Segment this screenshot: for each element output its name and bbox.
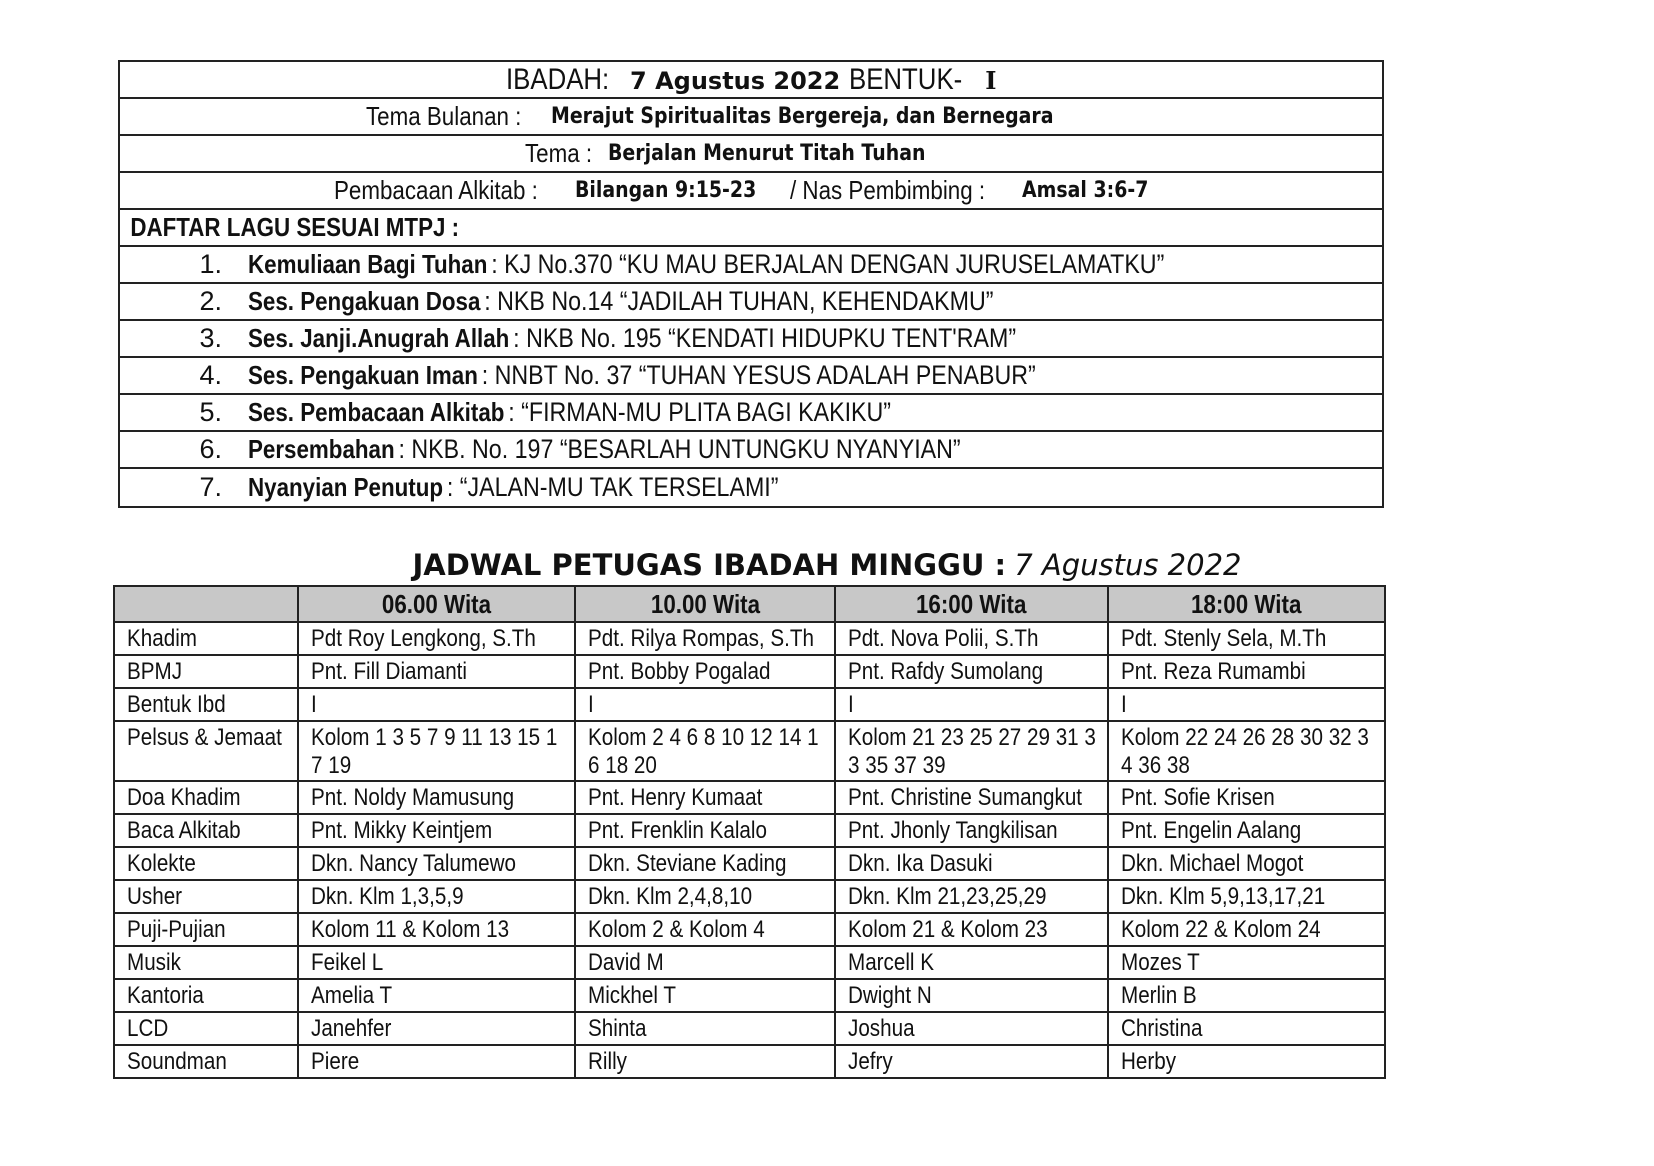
role-cell: Bentuk Ibd	[114, 688, 298, 721]
schedule-row	[114, 946, 1385, 979]
schedule-header-row	[114, 586, 1385, 622]
assignment-cell: I	[835, 688, 1108, 721]
assignment-cell: Pdt. Stenly Sela, M.Th	[1108, 622, 1385, 655]
song-title: : NKB. No. 197 “BESARLAH UNTUNGKU NYANYIAN”	[398, 434, 961, 464]
assignment-cell: Mozes T	[1108, 946, 1385, 979]
role-cell: Khadim	[114, 622, 298, 655]
worship-title-label: IBADAH:	[505, 62, 609, 96]
assignment-cell: Pnt. Sofie Krisen	[1108, 781, 1385, 814]
assignment-cell: Pdt. Rilya Rompas, S.Th	[575, 622, 835, 655]
role-cell: Kantoria	[114, 979, 298, 1012]
schedule-row	[114, 1045, 1385, 1078]
role-cell: Musik	[114, 946, 298, 979]
song-title: : “JALAN-MU TAK TERSELAMI”	[446, 472, 779, 502]
guide-label: / Nas Pembimbing :	[790, 175, 986, 205]
role-cell: Baca Alkitab	[114, 814, 298, 847]
assignment-cell: Pnt. Fill Diamanti	[298, 655, 575, 688]
song-number: 4.	[199, 360, 222, 390]
assignment-cell: Pnt. Jhonly Tangkilisan	[835, 814, 1108, 847]
assignment-cell: Kolom 22 & Kolom 24	[1108, 913, 1385, 946]
assignment-cell: Dkn. Klm 5,9,13,17,21	[1108, 880, 1385, 913]
assignment-cell: Herby	[1108, 1045, 1385, 1078]
song-title: : KJ No.370 “KU MAU BERJALAN DENGAN JURUSELAMATKU”	[491, 249, 1165, 279]
assignment-cell: Kolom 21 & Kolom 23	[835, 913, 1108, 946]
worship-form-value: I	[985, 65, 997, 95]
song-row	[120, 395, 1382, 432]
header-time-4: 18:00 Wita	[1108, 586, 1385, 622]
song-row	[120, 432, 1382, 469]
song-number: 3.	[199, 323, 222, 353]
monthly-theme-row	[120, 99, 1382, 136]
assignment-cell: Dkn. Klm 21,23,25,29	[835, 880, 1108, 913]
assignment-cell: Kolom 21 23 25 27 29 31 3 3 35 37 39	[835, 721, 1108, 781]
reading-row	[120, 173, 1382, 210]
song-row	[120, 358, 1382, 395]
monthly-theme: Merajut Spiritualitas Bergereja, dan Bernegara	[551, 104, 1054, 129]
worship-title-row	[120, 62, 1382, 99]
song-number: 6.	[199, 434, 222, 464]
role-cell: Kolekte	[114, 847, 298, 880]
header-empty	[114, 586, 298, 622]
header-time-1: 06.00 Wita	[298, 586, 575, 622]
assignment-cell: Dwight N	[835, 979, 1108, 1012]
schedule-row	[114, 814, 1385, 847]
songs-heading-row	[120, 210, 1382, 247]
assignment-cell: Kolom 1 3 5 7 9 11 13 15 1 7 19	[298, 721, 575, 781]
schedule-row	[114, 979, 1385, 1012]
song-title: : NKB No. 195 “KENDATI HIDUPKU TENT'RAM”	[513, 323, 1017, 353]
schedule-table	[113, 585, 1386, 1079]
song-part: Persembahan	[248, 434, 395, 464]
schedule-row	[114, 847, 1385, 880]
theme: Berjalan Menurut Titah Tuhan	[607, 141, 926, 166]
assignment-cell: Shinta	[575, 1012, 835, 1045]
song-part: Ses. Pengakuan Dosa	[248, 286, 481, 316]
song-row	[120, 321, 1382, 358]
assignment-cell: Marcell K	[835, 946, 1108, 979]
guide: Amsal 3:6-7	[1021, 178, 1148, 203]
song-title: : NKB No.14 “JADILAH TUHAN, KEHENDAKMU”	[484, 286, 994, 316]
assignment-cell: Pnt. Bobby Pogalad	[575, 655, 835, 688]
assignment-cell: Dkn. Klm 2,4,8,10	[575, 880, 835, 913]
song-number: 1.	[199, 249, 222, 279]
song-number: 5.	[199, 397, 222, 427]
song-part: Nyanyian Penutup	[248, 472, 444, 502]
songs-heading: DAFTAR LAGU SESUAI MTPJ :	[130, 212, 460, 242]
reading-label: Pembacaan Alkitab :	[333, 175, 538, 205]
assignment-cell: Pnt. Reza Rumambi	[1108, 655, 1385, 688]
assignment-cell: Dkn. Steviane Kading	[575, 847, 835, 880]
song-part: Ses. Janji.Anugrah Allah	[248, 323, 510, 353]
assignment-cell: Pdt Roy Lengkong, S.Th	[298, 622, 575, 655]
assignment-cell: Dkn. Michael Mogot	[1108, 847, 1385, 880]
schedule-row	[114, 880, 1385, 913]
assignment-cell: Christina	[1108, 1012, 1385, 1045]
assignment-cell: Feikel L	[298, 946, 575, 979]
assignment-cell: I	[575, 688, 835, 721]
role-cell: Soundman	[114, 1045, 298, 1078]
assignment-cell: Pnt. Christine Sumangkut	[835, 781, 1108, 814]
assignment-cell: Janehfer	[298, 1012, 575, 1045]
assignment-cell: Pnt. Engelin Aalang	[1108, 814, 1385, 847]
song-part: Ses. Pengakuan Iman	[248, 360, 478, 390]
assignment-cell: Pnt. Henry Kumaat	[575, 781, 835, 814]
assignment-cell: Amelia T	[298, 979, 575, 1012]
schedule-row	[114, 1012, 1385, 1045]
assignment-cell: Kolom 2 4 6 8 10 12 14 1 6 18 20	[575, 721, 835, 781]
header-time-2: 10.00 Wita	[575, 586, 835, 622]
assignment-cell: Dkn. Ika Dasuki	[835, 847, 1108, 880]
theme-row	[120, 136, 1382, 173]
song-row	[120, 284, 1382, 321]
worship-date: 7 Agustus 2022	[630, 66, 841, 95]
song-part: Ses. Pembacaan Alkitab	[248, 397, 505, 427]
song-row	[120, 469, 1382, 506]
role-cell: LCD	[114, 1012, 298, 1045]
schedule-heading: JADWAL PETUGAS IBADAH MINGGU :	[412, 548, 1007, 582]
theme-label: Tema :	[525, 138, 593, 168]
assignment-cell: Pnt. Rafdy Sumolang	[835, 655, 1108, 688]
assignment-cell: Jefry	[835, 1045, 1108, 1078]
assignment-cell: Piere	[298, 1045, 575, 1078]
assignment-cell: I	[298, 688, 575, 721]
schedule-title	[0, 548, 1654, 583]
schedule-row	[114, 781, 1385, 814]
schedule-row	[114, 655, 1385, 688]
assignment-cell: Pnt. Frenklin Kalalo	[575, 814, 835, 847]
role-cell: Pelsus & Jemaat	[114, 721, 298, 781]
reading: Bilangan 9:15-23	[575, 178, 757, 203]
liturgy-table	[118, 60, 1384, 508]
assignment-cell: I	[1108, 688, 1385, 721]
assignment-cell: Pnt. Mikky Keintjem	[298, 814, 575, 847]
assignment-cell: Dkn. Nancy Talumewo	[298, 847, 575, 880]
assignment-cell: Kolom 22 24 26 28 30 32 3 4 36 38	[1108, 721, 1385, 781]
assignment-cell: Mickhel T	[575, 979, 835, 1012]
assignment-cell: Pdt. Nova Polii, S.Th	[835, 622, 1108, 655]
assignment-cell: Rilly	[575, 1045, 835, 1078]
song-title: : “FIRMAN-MU PLITA BAGI KAKIKU”	[508, 397, 892, 427]
assignment-cell: Dkn. Klm 1,3,5,9	[298, 880, 575, 913]
schedule-row	[114, 622, 1385, 655]
song-number: 2.	[199, 286, 222, 316]
schedule-row	[114, 721, 1385, 781]
assignment-cell: Pnt. Noldy Mamusung	[298, 781, 575, 814]
role-cell: BPMJ	[114, 655, 298, 688]
schedule-row	[114, 688, 1385, 721]
worship-form-label: BENTUK-	[849, 62, 963, 96]
role-cell: Usher	[114, 880, 298, 913]
song-title: : NNBT No. 37 “TUHAN YESUS ADALAH PENABUR”	[481, 360, 1036, 390]
assignment-cell: David M	[575, 946, 835, 979]
assignment-cell: Kolom 2 & Kolom 4	[575, 913, 835, 946]
schedule-date: 7 Agustus 2022	[1014, 548, 1242, 582]
song-part: Kemuliaan Bagi Tuhan	[248, 249, 488, 279]
header-time-3: 16:00 Wita	[835, 586, 1108, 622]
role-cell: Doa Khadim	[114, 781, 298, 814]
assignment-cell: Merlin B	[1108, 979, 1385, 1012]
role-cell: Puji-Pujian	[114, 913, 298, 946]
assignment-cell: Kolom 11 & Kolom 13	[298, 913, 575, 946]
monthly-theme-label: Tema Bulanan :	[366, 101, 522, 131]
song-row	[120, 247, 1382, 284]
song-number: 7.	[199, 472, 222, 502]
assignment-cell: Joshua	[835, 1012, 1108, 1045]
schedule-row	[114, 913, 1385, 946]
